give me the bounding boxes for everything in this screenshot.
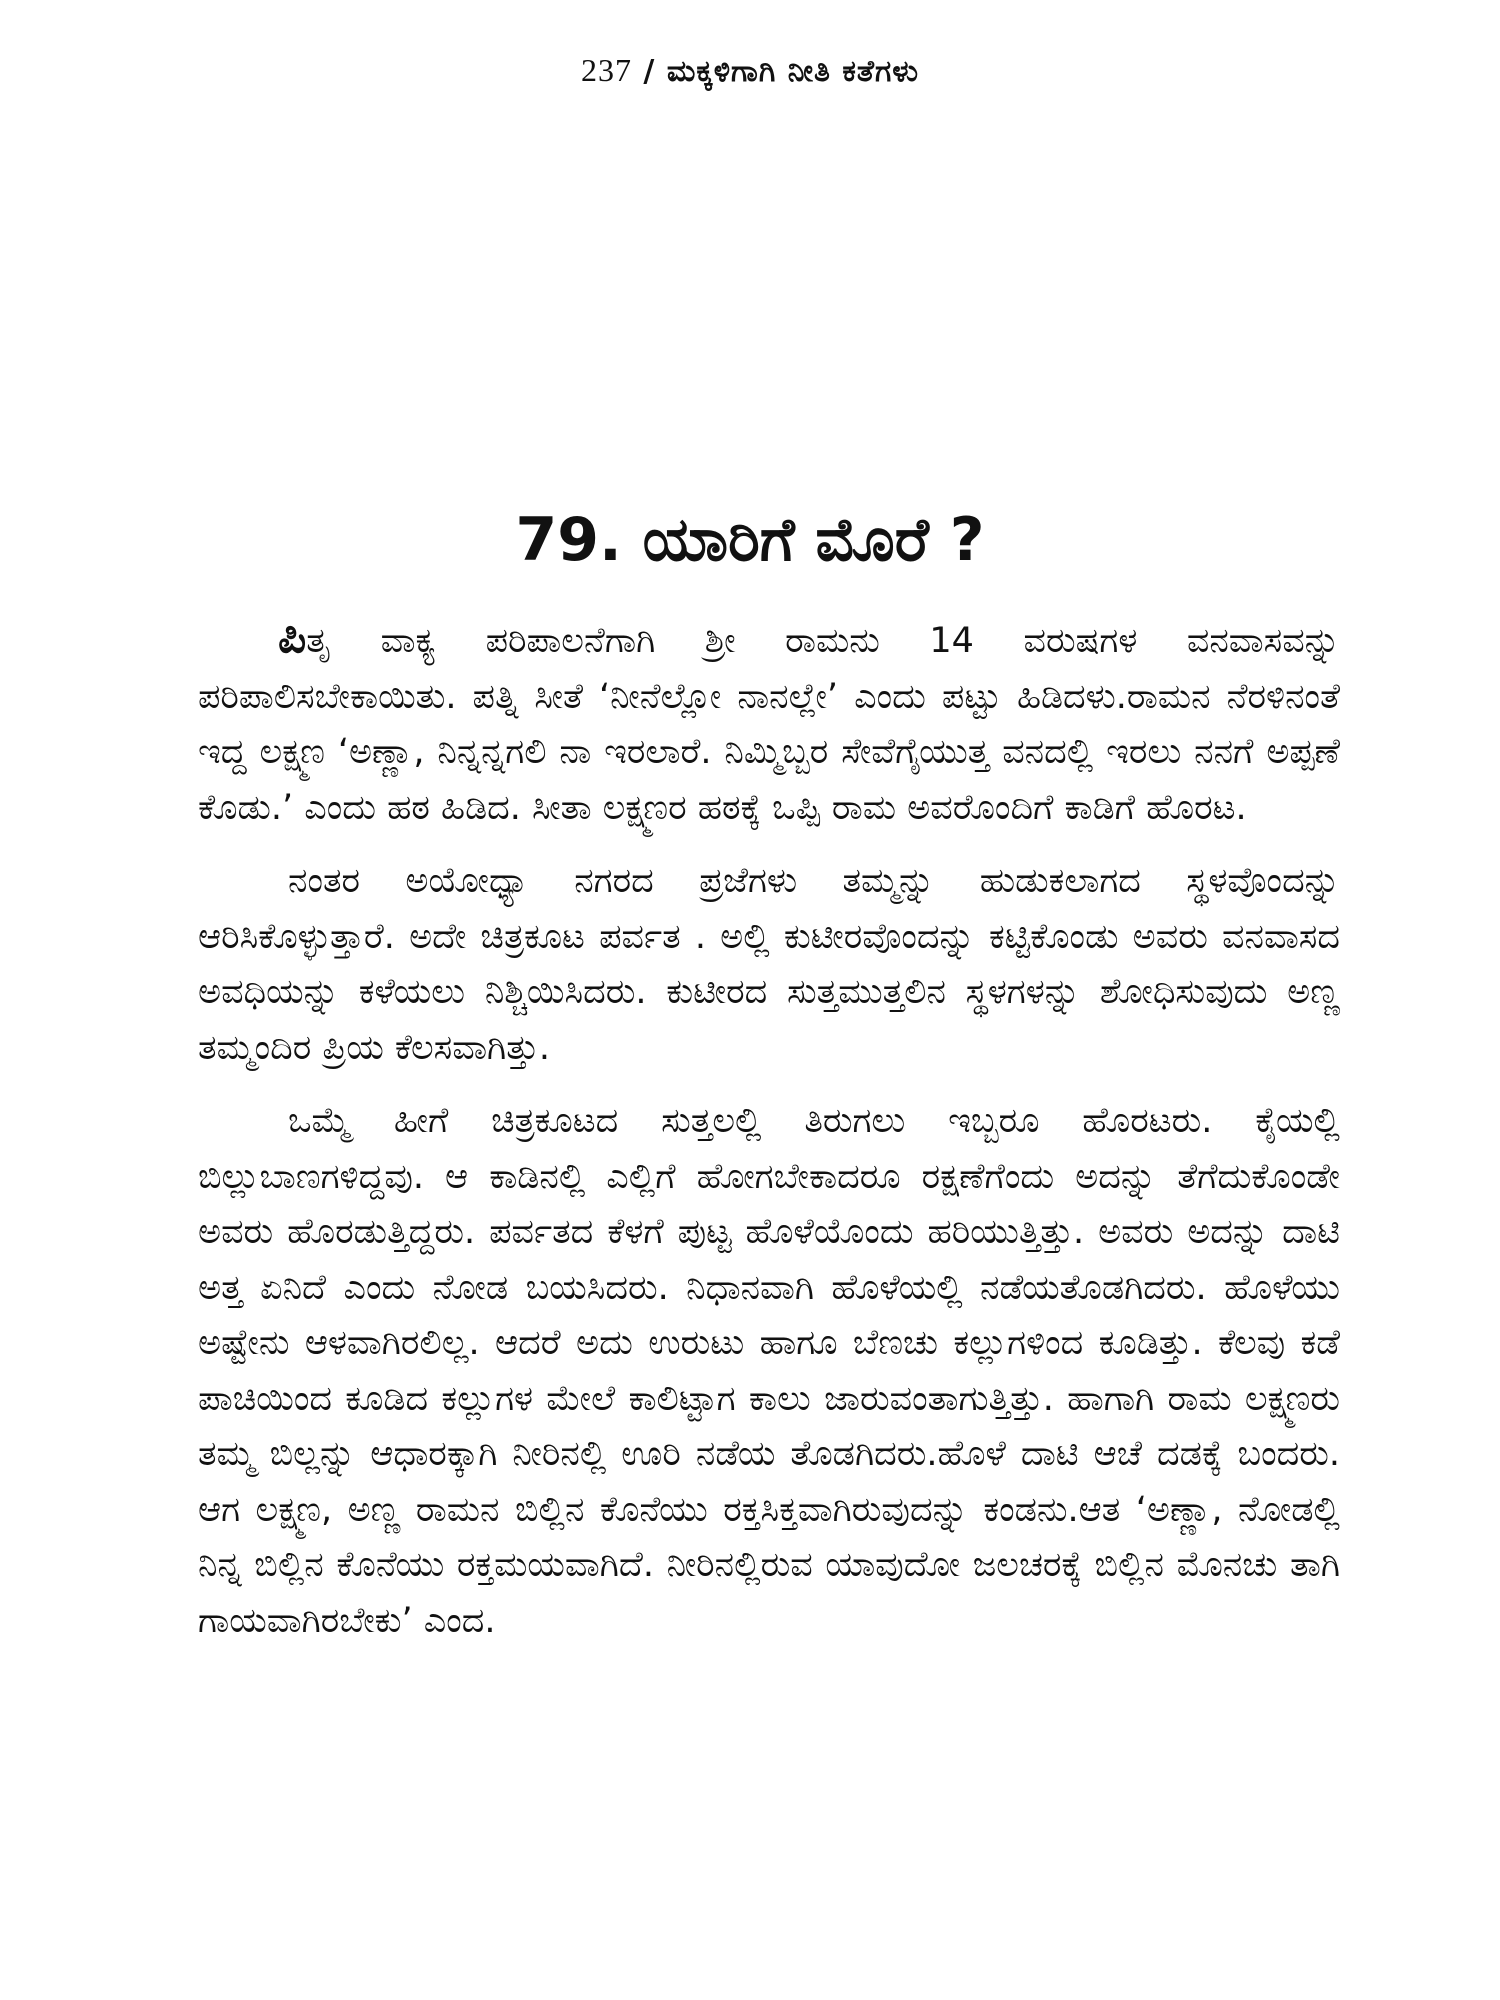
book-title: ಮಕ್ಕಳಿಗಾಗಿ ನೀತಿ ಕತೆಗಳು [666,54,920,89]
running-header [0,52,1500,89]
story-body [198,610,1340,1667]
paragraph-1-text: ತೃ ವಾಕ್ಯ ಪರಿಪಾಲನೆಗಾಗಿ ಶ್ರೀ ರಾಮನು 14 ವರುಷಗಳ ವನವಾಸವನ್ನು ಪರಿಪಾಲಿಸಬೇಕಾಯಿತು. ಪತ್ನಿ ಸೀತೆ ‘ನೀನೆಲ್ಲೋ ನಾನಲ್ಲೇ’ ಎಂದು ಪಟ್ಟು ಹಿಡಿದಳು.ರಾಮನ ನೆರಳಿನಂತೆ ಇದ್ದ ಲಕ್ಷ್ಮಣ ‘ಅಣ್ಣಾ, ನಿನ್ನನ್ನಗಲಿ ನಾ ಇರಲಾರೆ. ನಿಮ್ಮಿಬ್ಬರ ಸೇವೆಗೈಯುತ್ತ ವನದಲ್ಲಿ ಇರಲು ನನಗೆ ಅಪ್ಪಣೆ ಕೊಡು.’ ಎಂದು ಹಠ ಹಿಡಿದ. ಸೀತಾ ಲಕ್ಷ್ಮಣರ ಹಠಕ್ಕೆ ಒಪ್ಪಿ ರಾಮ ಅವರೊಂದಿಗೆ ಕಾಡಿಗೆ ಹೊರಟ. [198,621,1340,828]
paragraph-2: ನಂತರ ಅಯೋಧ್ಯಾ ನಗರದ ಪ್ರಜೆಗಳು ತಮ್ಮನ್ನು ಹುಡುಕಲಾಗದ ಸ್ಥಳವೊಂದನ್ನು ಆರಿಸಿಕೊಳ್ಳುತ್ತಾರೆ. ಅದೇ ಚಿತ್ರಕೂಟ ಪರ್ವತ . ಅಲ್ಲಿ ಕುಟೀರವೊಂದನ್ನು ಕಟ್ಟಿಕೊಂಡು ಅವರು ವನವಾಸದ ಅವಧಿಯನ್ನು ಕಳೆಯಲು ನಿಶ್ಚಿಯಿಸಿದರು. ಕುಟೀರದ ಸುತ್ತಮುತ್ತಲಿನ ಸ್ಥಳಗಳನ್ನು ಶೋಧಿಸುವುದು ಅಣ್ಣ ತಮ್ಮಂದಿರ ಪ್ರಿಯ ಕೆಲಸವಾಗಿತ್ತು. [198,861,1340,1068]
paragraph-1 [198,610,1340,836]
drop-cap: ಪಿ [278,612,307,663]
chapter-title: 79. ಯಾರಿಗೆ ಮೊರೆ ? [515,505,985,575]
page-number: 237 [580,52,632,88]
header-separator: / [643,54,656,89]
paragraph-3: ಒಮ್ಮೆ ಹೀಗೆ ಚಿತ್ರಕೂಟದ ಸುತ್ತಲಲ್ಲಿ ತಿರುಗಲು ಇಬ್ಬರೂ ಹೊರಟರು. ಕೈಯಲ್ಲಿ ಬಿಲ್ಲುಬಾಣಗಳಿದ್ದವು. ಆ ಕಾಡಿನಲ್ಲಿ ಎಲ್ಲಿಗೆ ಹೋಗಬೇಕಾದರೂ ರಕ್ಷಣೆಗೆಂದು ಅದನ್ನು ತೆಗೆದುಕೊಂಡೇ ಅವರು ಹೊರಡುತ್ತಿದ್ದರು. ಪರ್ವತದ ಕೆಳಗೆ ಪುಟ್ಟ ಹೊಳೆಯೊಂದು ಹರಿಯುತ್ತಿತ್ತು. ಅವರು ಅದನ್ನು ದಾಟಿ ಅತ್ತ ಏನಿದೆ ಎಂದು ನೋಡ ಬಯಸಿದರು. ನಿಧಾನವಾಗಿ ಹೊಳೆಯಲ್ಲಿ ನಡೆಯತೊಡಗಿದರು. ಹೊಳೆಯು ಅಷ್ಟೇನು ಆಳವಾಗಿರಲಿಲ್ಲ. ಆದರೆ ಅದು ಉರುಟು ಹಾಗೂ ಬೆಣಚು ಕಲ್ಲುಗಳಿಂದ ಕೂಡಿತ್ತು. ಕೆಲವು ಕಡೆ ಪಾಚಿಯಿಂದ ಕೂಡಿದ ಕಲ್ಲುಗಳ ಮೇಲೆ ಕಾಲಿಟ್ಟಾಗ ಕಾಲು ಜಾರುವಂತಾಗುತ್ತಿತ್ತು. ಹಾಗಾಗಿ ರಾಮ ಲಕ್ಷ್ಮಣರು ತಮ್ಮ ಬಿಲ್ಲನ್ನು ಆಧಾರಕ್ಕಾಗಿ ನೀರಿನಲ್ಲಿ ಊರಿ ನಡೆಯ ತೊಡಗಿದರು.ಹೊಳೆ ದಾಟಿ ಆಚೆ ದಡಕ್ಕೆ ಬಂದರು. ಆಗ ಲಕ್ಷ್ಮಣ, ಅಣ್ಣ ರಾಮನ ಬಿಲ್ಲಿನ ಕೊನೆಯು ರಕ್ತಸಿಕ್ತವಾಗಿರುವುದನ್ನು ಕಂಡನು.ಆತ ‘ಅಣ್ಣಾ, ನೋಡಲ್ಲಿ ನಿನ್ನ ಬಿಲ್ಲಿನ ಕೊನೆಯು ರಕ್ತಮಯವಾಗಿದೆ. ನೀರಿನಲ್ಲಿರುವ ಯಾವುದೋ ಜಲಚರಕ್ಕೆ ಬಿಲ್ಲಿನ ಮೊನಚು ತಾಗಿ ಗಾಯವಾಗಿರಬೇಕು’ ಎಂದ. [198,1101,1340,1641]
